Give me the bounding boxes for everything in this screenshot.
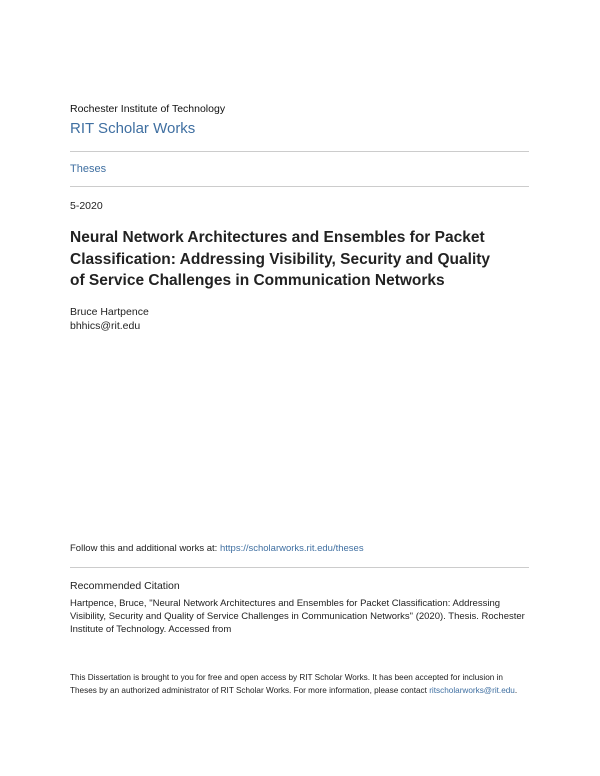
follow-line [70,543,364,554]
divider-top [70,151,529,152]
recommended-citation-heading: Recommended Citation [70,580,180,592]
author-name: Bruce Hartpence [70,306,149,318]
author-email: bhhics@rit.edu [70,320,141,332]
author-block [70,305,149,333]
divider-bottom [70,567,529,568]
access-statement-suffix: . [514,685,518,695]
institution-name: Rochester Institute of Technology [70,103,226,115]
series-link[interactable]: Theses [70,163,107,175]
repository-link[interactable]: RIT Scholar Works [70,120,196,137]
follow-prefix: Follow this and additional works at: [70,543,220,554]
document-title: Neural Network Architectures and Ensembles for Packet Classification: Addressing Visibility, Security and Quality of Service Challenges in Communication Networks [70,229,491,289]
contact-email-link[interactable]: ritscholarworks@rit.edu [429,685,515,695]
theses-collection-link[interactable]: https://scholarworks.rit.edu/theses [219,543,364,554]
recommended-citation-text: Hartpence, Bruce, "Neural Network Architectures and Ensembles for Packet Classification: Addressing Visibility, Security and Quality of Service Challenges in Communication Networks" (2020). Thesis. Rochester Institute of Technology. Accessed from [70,598,525,635]
divider-middle [70,186,529,187]
publication-date: 5-2020 [70,200,103,212]
access-statement [70,672,530,697]
access-statement-text: This Dissertation is brought to you for free and open access by RIT Scholar Works. It has been accepted for inclusion in Theses by an authorized administrator of RIT Scholar Works. For more information, please contact [70,673,503,695]
